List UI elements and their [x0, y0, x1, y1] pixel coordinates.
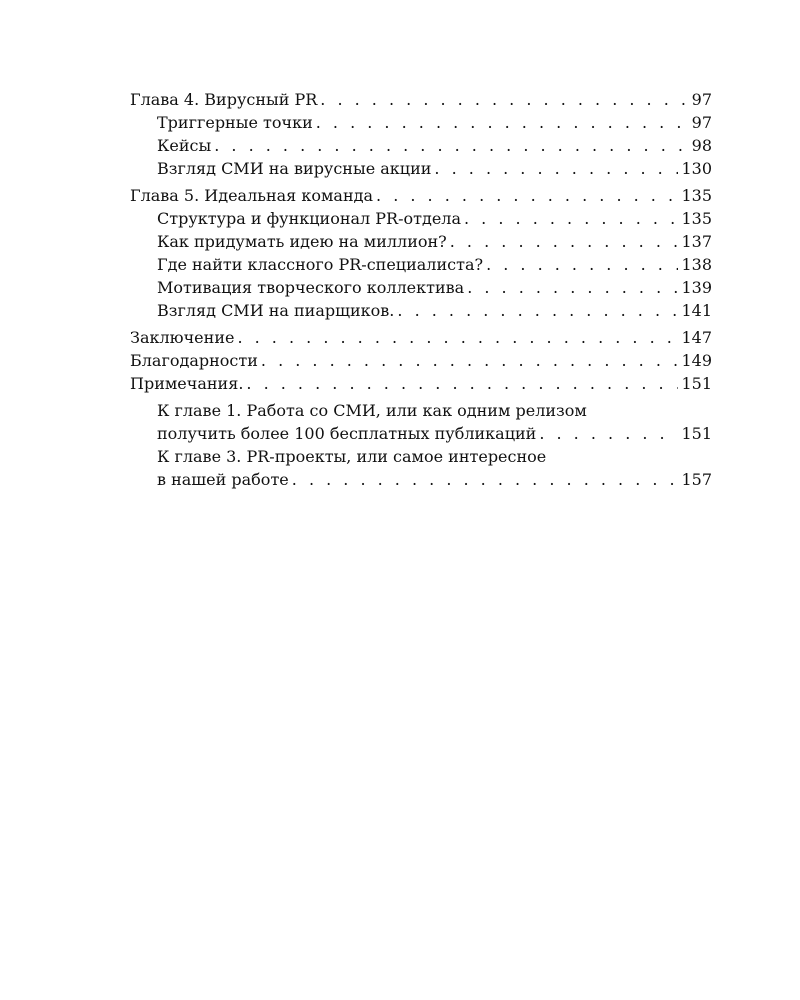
toc-entry-title: Мотивация творческого коллектива — [157, 278, 465, 297]
table-of-contents — [130, 88, 712, 491]
dot-leader — [397, 299, 678, 322]
toc-entry-title: Примечания. — [130, 374, 244, 393]
toc-entry-title: Как придумать идею на миллион? — [157, 232, 447, 251]
toc-entry-acknowledgements — [130, 349, 712, 372]
toc-entry-title-line: К главе 1. Работа со СМИ, или как одним релизом — [157, 401, 587, 420]
toc-entry-page: 151 — [681, 374, 712, 393]
toc-entry-page: 97 — [691, 90, 712, 109]
toc-entry — [130, 422, 712, 445]
toc-entry-title: Взгляд СМИ на вирусные акции — [157, 159, 432, 178]
dot-leader — [376, 184, 678, 207]
dot-leader — [316, 111, 689, 134]
dot-leader — [486, 253, 678, 276]
toc-entry-title: Кейсы — [157, 136, 212, 155]
toc-entry-title: Глава 5. Идеальная команда — [130, 186, 374, 205]
dot-leader — [246, 372, 678, 395]
dot-leader — [261, 349, 679, 372]
toc-entry — [130, 299, 712, 322]
toc-entry-title: получить более 100 бесплатных публикаций — [157, 424, 537, 443]
toc-entry-title: Где найти классного PR-специалиста? — [157, 255, 484, 274]
toc-entry — [130, 468, 712, 491]
toc-entry-title: Благодарности — [130, 351, 258, 370]
dot-leader — [464, 207, 678, 230]
toc-entry-title-line: К главе 3. PR-проекты, или самое интересное — [157, 447, 547, 466]
toc-entry — [130, 207, 712, 230]
toc-entry-page: 135 — [681, 186, 712, 205]
toc-entry-title: Взгляд СМИ на пиарщиков. — [157, 301, 395, 320]
toc-entry-page: 141 — [681, 301, 712, 320]
toc-entry — [130, 276, 712, 299]
toc-entry-page: 149 — [681, 351, 712, 370]
toc-entry — [130, 230, 712, 253]
toc-entry-page: 139 — [681, 278, 712, 297]
toc-entry-page: 135 — [681, 209, 712, 228]
dot-leader — [237, 326, 678, 349]
toc-entry-page: 138 — [681, 255, 712, 274]
toc-entry-title: Триггерные точки — [157, 113, 313, 132]
dot-leader — [539, 422, 678, 445]
toc-entry-page: 130 — [681, 159, 712, 178]
toc-entry-page: 98 — [691, 136, 712, 155]
dot-leader — [434, 157, 678, 180]
toc-entry-notes — [130, 372, 712, 395]
dot-leader — [320, 88, 688, 111]
toc-entry-page: 157 — [681, 470, 712, 489]
toc-entry — [130, 111, 712, 134]
toc-entry-title: в нашей работе — [157, 470, 289, 489]
toc-entry — [130, 157, 712, 180]
toc-entry-title: Структура и функционал PR-отдела — [157, 209, 461, 228]
toc-entry-page: 151 — [681, 424, 712, 443]
toc-entry — [130, 253, 712, 276]
dot-leader — [214, 134, 688, 157]
toc-entry-conclusion — [130, 326, 712, 349]
toc-entry-title: Заключение — [130, 328, 235, 347]
toc-entry-chapter-5 — [130, 184, 712, 207]
toc-entry — [130, 134, 712, 157]
dot-leader — [292, 468, 679, 491]
dot-leader — [450, 230, 679, 253]
toc-entry-chapter-4 — [130, 88, 712, 111]
toc-entry-title: Глава 4. Вирусный PR — [130, 90, 318, 109]
toc-entry-page: 137 — [681, 232, 712, 251]
toc-entry-page: 97 — [691, 113, 712, 132]
dot-leader — [467, 276, 678, 299]
toc-entry-page: 147 — [681, 328, 712, 347]
